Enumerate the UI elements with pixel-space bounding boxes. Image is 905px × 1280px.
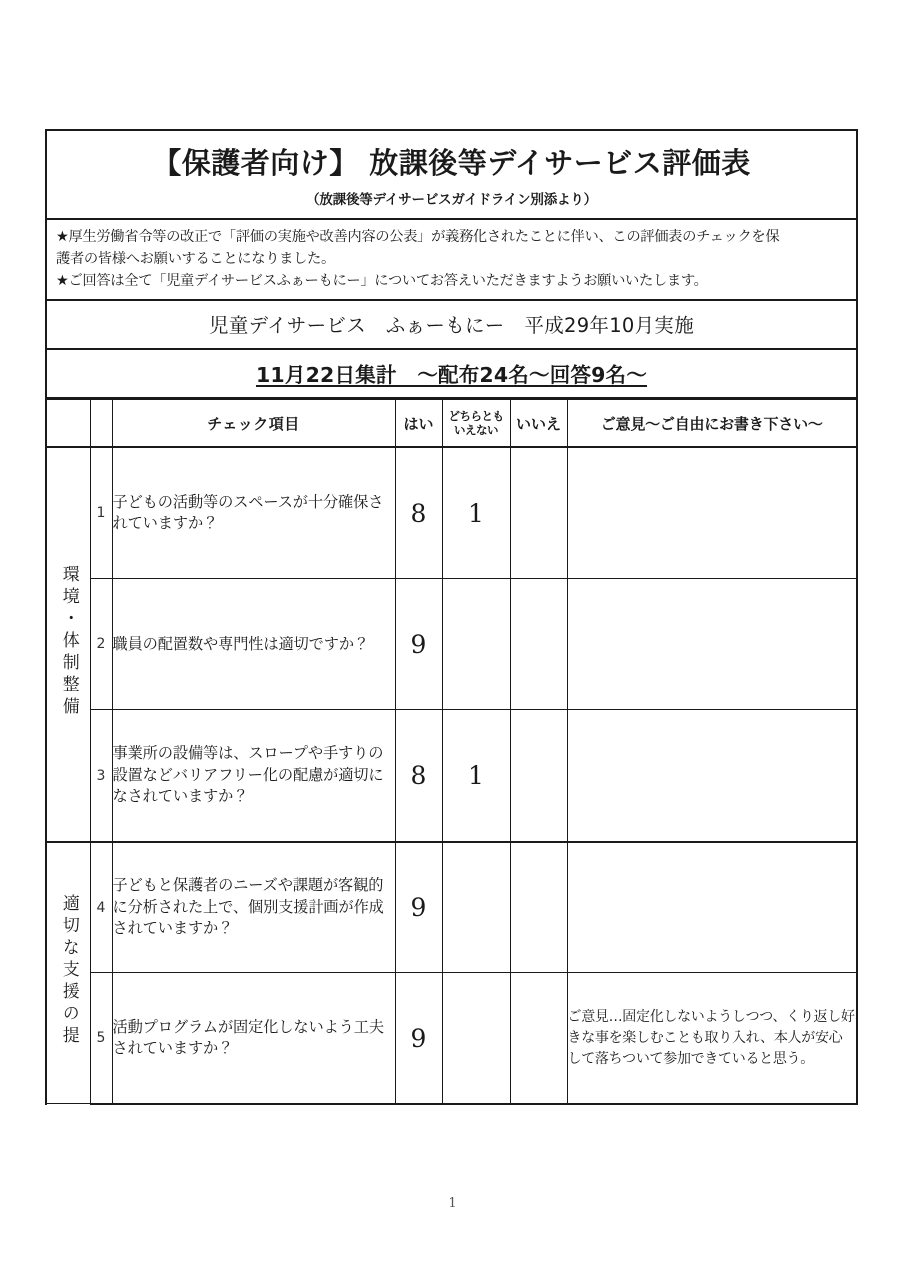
- answer-yes-count: 8: [395, 710, 442, 842]
- evaluation-table: [47, 399, 856, 1105]
- table-body: [47, 447, 856, 1104]
- header-yes: はい: [395, 400, 442, 447]
- answer-yes-count: 8: [395, 447, 442, 579]
- answer-no-count: [510, 579, 567, 710]
- comment-text: [567, 447, 856, 579]
- header-neither-line1: どちらとも: [448, 408, 504, 423]
- answer-no-count: [510, 447, 567, 579]
- table-row: [47, 447, 856, 579]
- table-header: [47, 400, 856, 447]
- row-number: 1: [90, 447, 112, 579]
- answer-neither-count: [442, 579, 510, 710]
- page-number: 1: [448, 1196, 457, 1211]
- answer-neither-count: [442, 973, 510, 1104]
- check-item-text: 子どもと保護者のニーズや課題が客観的に分析された上で、個別支援計画が作成されていますか？: [112, 842, 395, 973]
- category-label-support: [47, 842, 90, 1104]
- comment-text: [567, 842, 856, 973]
- category-label-text: 適切な支援の提: [58, 894, 79, 1049]
- comment-text: ご意見…固定化しないようしつつ、くり返し好きな事を楽しむことも取り入れ、本人が安心して落ちついて参加できていると思う。: [567, 973, 856, 1104]
- page-subtitle: （放課後等デイサービスガイドライン別添より）: [306, 192, 597, 209]
- header-no: いいえ: [510, 400, 567, 447]
- header-comment: ご意見～ご自由にお書き下さい～: [567, 400, 856, 447]
- row-number: 3: [90, 710, 112, 842]
- header-row: [47, 400, 856, 447]
- check-item-text: 事業所の設備等は、スロープや手すりの設置などバリアフリー化の配慮が適切になされていますか？: [112, 710, 395, 842]
- check-item-text: 活動プログラムが固定化しないよう工夫されていますか？: [112, 973, 395, 1104]
- category-label-text: 環境・体制整備: [58, 565, 79, 720]
- notice-line-2: 護者の皆様へお願いすることになりました。: [56, 250, 335, 267]
- answer-no-count: [510, 710, 567, 842]
- check-item-text: 子どもの活動等のスペースが十分確保されていますか？: [112, 447, 395, 579]
- tally-bar: [47, 350, 856, 399]
- comment-text: [567, 579, 856, 710]
- table-row: [47, 710, 856, 842]
- document-frame: [45, 129, 858, 1105]
- answer-neither-count: 1: [442, 447, 510, 579]
- answer-no-count: [510, 842, 567, 973]
- table-row: [47, 579, 856, 710]
- header-neither-line2: いえない: [454, 423, 498, 438]
- comment-text: [567, 710, 856, 842]
- answer-no-count: [510, 973, 567, 1104]
- facility-line: 児童デイサービス ふぁーもにー 平成29年10月実施: [47, 301, 856, 350]
- notice-line-3: ★ご回答は全て「児童デイサービスふぁーもにー」についてお答えいただきますようお願いいたします。: [56, 272, 708, 289]
- answer-neither-count: [442, 842, 510, 973]
- notice-line-1: ★厚生労働省令等の改正で「評価の実施や改善内容の公表」が義務化されたことに伴い、この評価表のチェックを保: [56, 229, 780, 246]
- category-label-environment: [47, 447, 90, 842]
- row-number: 4: [90, 842, 112, 973]
- header-number: [90, 400, 112, 447]
- row-number: 5: [90, 973, 112, 1104]
- page-title: 【保護者向け】 放課後等デイサービス評価表: [152, 146, 751, 180]
- tally-line: 11月22日集計 ～配布24名～回答9名～: [255, 363, 648, 388]
- answer-yes-count: 9: [395, 842, 442, 973]
- answer-yes-count: 9: [395, 579, 442, 710]
- header-neither: [442, 400, 510, 447]
- row-number: 2: [90, 579, 112, 710]
- header-item: チェック項目: [112, 400, 395, 447]
- answer-neither-count: 1: [442, 710, 510, 842]
- table-row: [47, 842, 856, 973]
- header-category: [47, 400, 90, 447]
- answer-yes-count: 9: [395, 973, 442, 1104]
- check-item-text: 職員の配置数や専門性は適切ですか？: [112, 579, 395, 710]
- table-row: [47, 973, 856, 1104]
- title-block: [47, 131, 856, 220]
- notice-block: [47, 220, 856, 301]
